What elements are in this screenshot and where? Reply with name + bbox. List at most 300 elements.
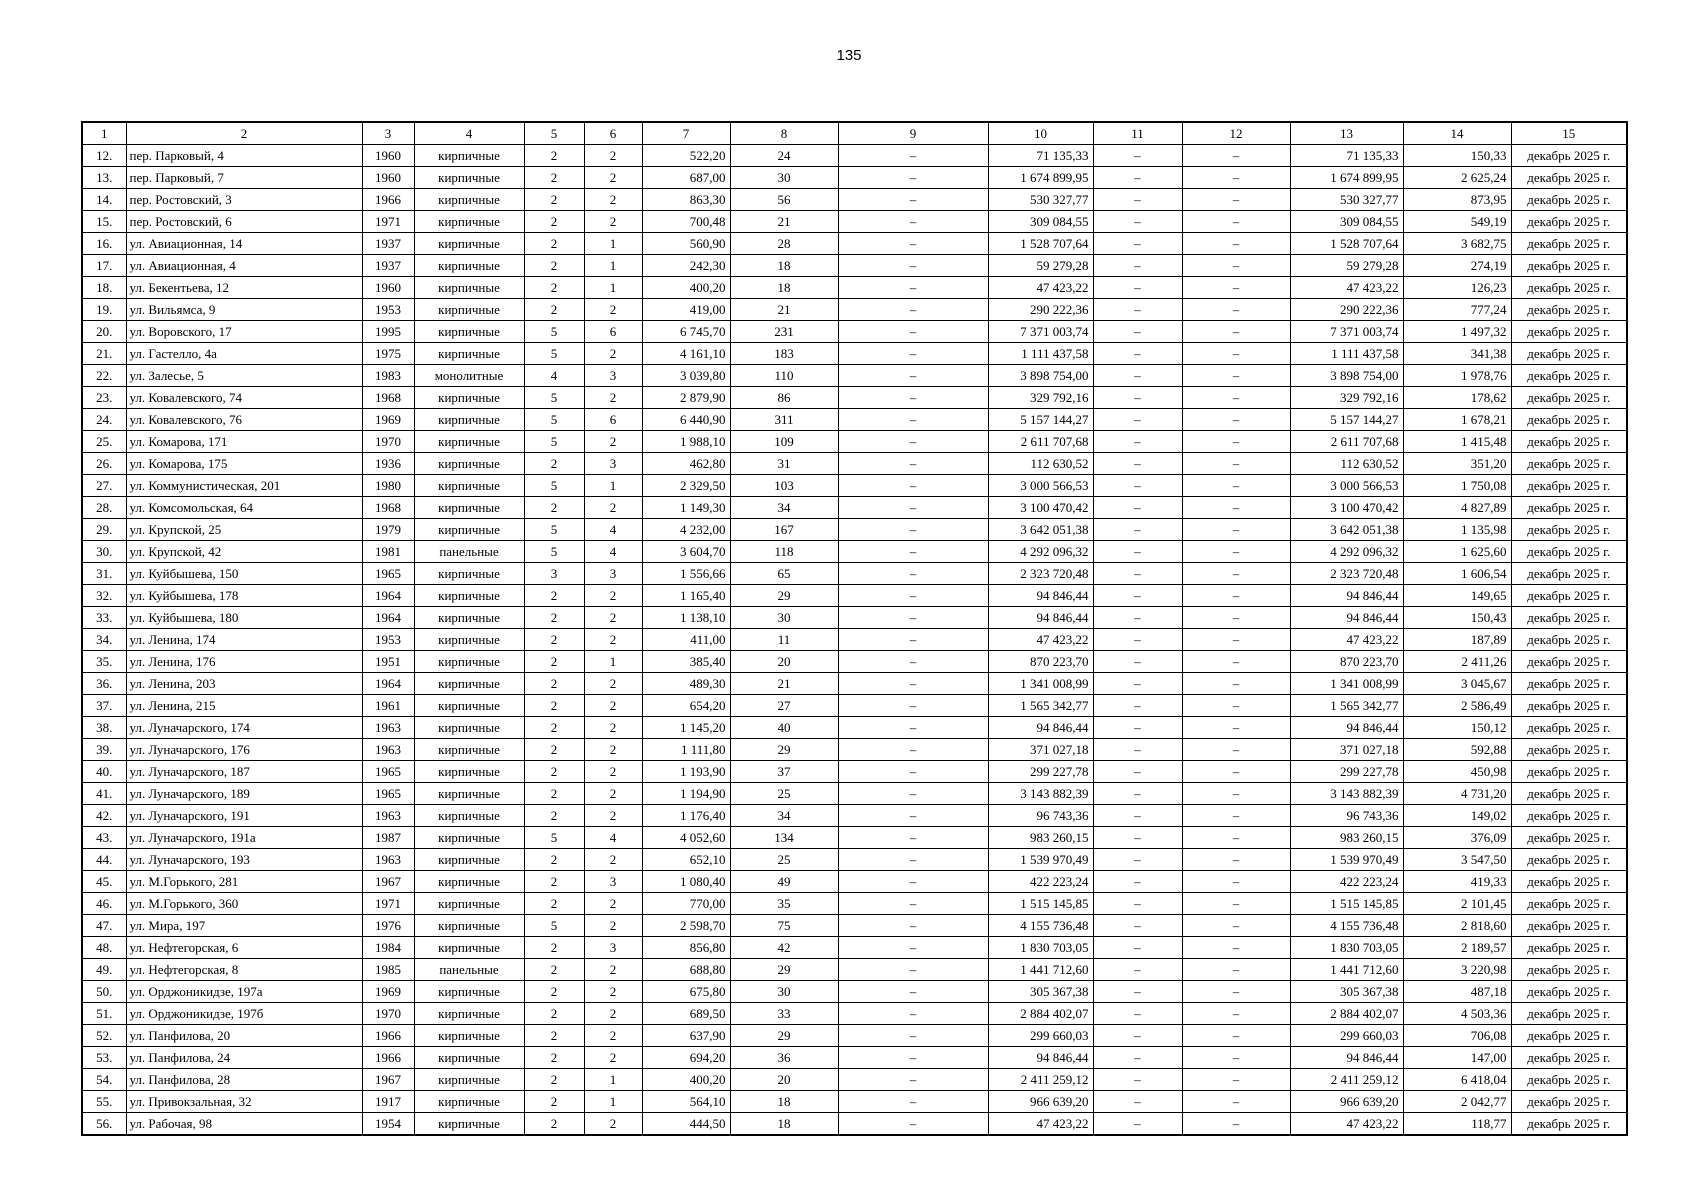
table-cell-col-5: 2	[524, 497, 584, 519]
table-row	[82, 563, 1627, 585]
table-row	[82, 321, 1627, 343]
table-cell-col-13: 1 111 437,58	[1290, 343, 1403, 365]
table-cell-col-10: 329 792,16	[988, 387, 1093, 409]
table-cell-col-5: 4	[524, 365, 584, 387]
table-cell-col-13: 305 367,38	[1290, 981, 1403, 1003]
table-cell-col-1: 51.	[82, 1003, 126, 1025]
table-cell-col-13: 94 846,44	[1290, 607, 1403, 629]
table-cell-col-5: 5	[524, 541, 584, 563]
table-cell-col-4: кирпичные	[414, 673, 524, 695]
table-cell-col-14: 1 415,48	[1403, 431, 1511, 453]
table-cell-col-8: 30	[730, 981, 838, 1003]
column-header-11: 11	[1093, 122, 1182, 145]
table-cell-col-3: 1963	[362, 717, 414, 739]
table-cell-col-11: –	[1093, 805, 1182, 827]
table-row	[82, 827, 1627, 849]
table-cell-col-15: декабрь 2025 г.	[1511, 827, 1627, 849]
table-row	[82, 629, 1627, 651]
table-cell-col-12: –	[1182, 629, 1290, 651]
table-cell-col-9: –	[838, 915, 988, 937]
table-cell-col-14: 2 101,45	[1403, 893, 1511, 915]
table-cell-col-9: –	[838, 695, 988, 717]
table-cell-col-14: 2 625,24	[1403, 167, 1511, 189]
table-cell-col-6: 3	[584, 365, 642, 387]
table-cell-col-4: кирпичные	[414, 1091, 524, 1113]
table-cell-col-4: кирпичные	[414, 409, 524, 431]
table-cell-col-13: 4 155 736,48	[1290, 915, 1403, 937]
table-cell-col-3: 1987	[362, 827, 414, 849]
table-cell-col-11: –	[1093, 475, 1182, 497]
table-cell-col-1: 25.	[82, 431, 126, 453]
table-cell-col-6: 2	[584, 497, 642, 519]
table-row	[82, 651, 1627, 673]
table-cell-col-2: ул. Авиационная, 14	[126, 233, 362, 255]
table-cell-col-5: 2	[524, 783, 584, 805]
table-cell-col-9: –	[838, 607, 988, 629]
table-cell-col-4: кирпичные	[414, 739, 524, 761]
table-row	[82, 189, 1627, 211]
table-cell-col-14: 2 042,77	[1403, 1091, 1511, 1113]
table-cell-col-8: 56	[730, 189, 838, 211]
table-cell-col-11: –	[1093, 1025, 1182, 1047]
table-cell-col-14: 419,33	[1403, 871, 1511, 893]
table-cell-col-8: 11	[730, 629, 838, 651]
table-cell-col-12: –	[1182, 409, 1290, 431]
table-cell-col-6: 2	[584, 629, 642, 651]
table-cell-col-14: 178,62	[1403, 387, 1511, 409]
table-cell-col-6: 1	[584, 233, 642, 255]
table-cell-col-10: 1 515 145,85	[988, 893, 1093, 915]
table-cell-col-5: 2	[524, 1113, 584, 1136]
table-cell-col-4: панельные	[414, 541, 524, 563]
table-cell-col-7: 1 556,66	[642, 563, 730, 585]
table-cell-col-6: 1	[584, 1069, 642, 1091]
table-cell-col-9: –	[838, 739, 988, 761]
table-row	[82, 981, 1627, 1003]
table-cell-col-1: 23.	[82, 387, 126, 409]
table-cell-col-11: –	[1093, 387, 1182, 409]
table-cell-col-5: 2	[524, 893, 584, 915]
table-cell-col-15: декабрь 2025 г.	[1511, 145, 1627, 167]
table-cell-col-6: 2	[584, 167, 642, 189]
table-cell-col-2: ул. Луначарского, 176	[126, 739, 362, 761]
table-cell-col-2: ул. Луначарского, 174	[126, 717, 362, 739]
table-cell-col-13: 3 100 470,42	[1290, 497, 1403, 519]
table-cell-col-15: декабрь 2025 г.	[1511, 1025, 1627, 1047]
table-cell-col-8: 35	[730, 893, 838, 915]
table-cell-col-14: 351,20	[1403, 453, 1511, 475]
table-cell-col-12: –	[1182, 805, 1290, 827]
table-cell-col-13: 3 000 566,53	[1290, 475, 1403, 497]
table-cell-col-8: 103	[730, 475, 838, 497]
table-cell-col-2: ул. Рабочая, 98	[126, 1113, 362, 1136]
table-row	[82, 805, 1627, 827]
table-cell-col-5: 2	[524, 717, 584, 739]
table-cell-col-3: 1960	[362, 277, 414, 299]
table-cell-col-1: 22.	[82, 365, 126, 387]
table-cell-col-9: –	[838, 959, 988, 981]
table-cell-col-5: 2	[524, 871, 584, 893]
table-cell-col-1: 33.	[82, 607, 126, 629]
table-cell-col-6: 6	[584, 409, 642, 431]
table-cell-col-6: 1	[584, 475, 642, 497]
table-cell-col-9: –	[838, 1047, 988, 1069]
table-cell-col-4: кирпичные	[414, 827, 524, 849]
table-cell-col-11: –	[1093, 255, 1182, 277]
table-cell-col-10: 290 222,36	[988, 299, 1093, 321]
table-cell-col-11: –	[1093, 959, 1182, 981]
table-cell-col-4: кирпичные	[414, 277, 524, 299]
table-cell-col-3: 1980	[362, 475, 414, 497]
table-row	[82, 1069, 1627, 1091]
table-cell-col-1: 53.	[82, 1047, 126, 1069]
table-cell-col-6: 4	[584, 519, 642, 541]
table-cell-col-13: 299 660,03	[1290, 1025, 1403, 1047]
table-cell-col-11: –	[1093, 783, 1182, 805]
table-body	[82, 145, 1627, 1136]
table-cell-col-10: 371 027,18	[988, 739, 1093, 761]
table-cell-col-14: 487,18	[1403, 981, 1511, 1003]
table-cell-col-9: –	[838, 827, 988, 849]
table-cell-col-2: ул. Куйбышева, 150	[126, 563, 362, 585]
table-row	[82, 915, 1627, 937]
table-cell-col-2: ул. Панфилова, 28	[126, 1069, 362, 1091]
table-cell-col-5: 5	[524, 321, 584, 343]
table-cell-col-15: декабрь 2025 г.	[1511, 893, 1627, 915]
table-cell-col-9: –	[838, 277, 988, 299]
table-cell-col-8: 30	[730, 607, 838, 629]
table-cell-col-12: –	[1182, 167, 1290, 189]
table-cell-col-14: 149,02	[1403, 805, 1511, 827]
table-cell-col-3: 1965	[362, 761, 414, 783]
table-cell-col-15: декабрь 2025 г.	[1511, 651, 1627, 673]
table-cell-col-13: 983 260,15	[1290, 827, 1403, 849]
table-cell-col-11: –	[1093, 673, 1182, 695]
table-cell-col-1: 12.	[82, 145, 126, 167]
table-cell-col-14: 150,43	[1403, 607, 1511, 629]
table-cell-col-8: 75	[730, 915, 838, 937]
table-cell-col-15: декабрь 2025 г.	[1511, 167, 1627, 189]
table-row	[82, 1003, 1627, 1025]
table-cell-col-4: кирпичные	[414, 607, 524, 629]
table-cell-col-4: кирпичные	[414, 585, 524, 607]
table-cell-col-6: 2	[584, 915, 642, 937]
table-cell-col-6: 2	[584, 783, 642, 805]
table-cell-col-3: 1964	[362, 673, 414, 695]
column-header-7: 7	[642, 122, 730, 145]
column-header-15: 15	[1511, 122, 1627, 145]
table-cell-col-2: ул. Куйбышева, 180	[126, 607, 362, 629]
table-cell-col-5: 2	[524, 849, 584, 871]
table-cell-col-2: ул. Крупской, 42	[126, 541, 362, 563]
table-cell-col-2: ул. Куйбышева, 178	[126, 585, 362, 607]
table-cell-col-8: 40	[730, 717, 838, 739]
table-cell-col-9: –	[838, 981, 988, 1003]
table-cell-col-11: –	[1093, 1047, 1182, 1069]
table-cell-col-2: пер. Парковый, 4	[126, 145, 362, 167]
table-cell-col-4: кирпичные	[414, 937, 524, 959]
table-cell-col-13: 2 611 707,68	[1290, 431, 1403, 453]
table-cell-col-4: кирпичные	[414, 387, 524, 409]
table-cell-col-15: декабрь 2025 г.	[1511, 299, 1627, 321]
table-cell-col-12: –	[1182, 255, 1290, 277]
table-row	[82, 409, 1627, 431]
table-cell-col-9: –	[838, 475, 988, 497]
table-cell-col-1: 38.	[82, 717, 126, 739]
table-cell-col-3: 1967	[362, 1069, 414, 1091]
table-cell-col-4: кирпичные	[414, 255, 524, 277]
table-cell-col-2: ул. Комсомольская, 64	[126, 497, 362, 519]
table-cell-col-14: 592,88	[1403, 739, 1511, 761]
table-cell-col-9: –	[838, 343, 988, 365]
table-cell-col-1: 32.	[82, 585, 126, 607]
table-row	[82, 695, 1627, 717]
table-cell-col-2: ул. Гастелло, 4а	[126, 343, 362, 365]
table-cell-col-3: 1971	[362, 893, 414, 915]
table-cell-col-3: 1965	[362, 783, 414, 805]
table-cell-col-12: –	[1182, 937, 1290, 959]
table-cell-col-10: 2 611 707,68	[988, 431, 1093, 453]
table-cell-col-15: декабрь 2025 г.	[1511, 783, 1627, 805]
table-row	[82, 717, 1627, 739]
table-cell-col-14: 3 547,50	[1403, 849, 1511, 871]
table-cell-col-1: 55.	[82, 1091, 126, 1113]
table-cell-col-13: 1 539 970,49	[1290, 849, 1403, 871]
table-cell-col-7: 400,20	[642, 1069, 730, 1091]
table-cell-col-4: кирпичные	[414, 783, 524, 805]
table-cell-col-14: 1 625,60	[1403, 541, 1511, 563]
table-cell-col-12: –	[1182, 299, 1290, 321]
table-cell-col-13: 371 027,18	[1290, 739, 1403, 761]
table-cell-col-13: 1 441 712,60	[1290, 959, 1403, 981]
table-row	[82, 475, 1627, 497]
table-cell-col-9: –	[838, 1069, 988, 1091]
table-cell-col-2: ул. Нефтегорская, 8	[126, 959, 362, 981]
table-cell-col-13: 1 528 707,64	[1290, 233, 1403, 255]
table-cell-col-3: 1964	[362, 585, 414, 607]
table-cell-col-10: 299 660,03	[988, 1025, 1093, 1047]
table-cell-col-4: кирпичные	[414, 519, 524, 541]
table-cell-col-7: 400,20	[642, 277, 730, 299]
table-cell-col-8: 21	[730, 673, 838, 695]
table-cell-col-7: 1 111,80	[642, 739, 730, 761]
table-cell-col-6: 2	[584, 1047, 642, 1069]
table-cell-col-10: 3 000 566,53	[988, 475, 1093, 497]
table-cell-col-3: 1971	[362, 211, 414, 233]
table-cell-col-2: ул. Панфилова, 20	[126, 1025, 362, 1047]
table-cell-col-9: –	[838, 783, 988, 805]
table-cell-col-7: 242,30	[642, 255, 730, 277]
table-cell-col-8: 27	[730, 695, 838, 717]
table-cell-col-3: 1937	[362, 255, 414, 277]
table-cell-col-9: –	[838, 167, 988, 189]
table-cell-col-12: –	[1182, 673, 1290, 695]
table-cell-col-9: –	[838, 431, 988, 453]
table-cell-col-12: –	[1182, 717, 1290, 739]
table-cell-col-15: декабрь 2025 г.	[1511, 387, 1627, 409]
table-cell-col-3: 1917	[362, 1091, 414, 1113]
table-cell-col-11: –	[1093, 321, 1182, 343]
table-row	[82, 365, 1627, 387]
table-cell-col-11: –	[1093, 277, 1182, 299]
table-cell-col-12: –	[1182, 541, 1290, 563]
table-cell-col-2: ул. Луначарского, 187	[126, 761, 362, 783]
table-cell-col-6: 2	[584, 145, 642, 167]
table-cell-col-15: декабрь 2025 г.	[1511, 277, 1627, 299]
table-cell-col-11: –	[1093, 585, 1182, 607]
table-cell-col-9: –	[838, 519, 988, 541]
table-cell-col-9: –	[838, 1025, 988, 1047]
table-row	[82, 937, 1627, 959]
column-header-13: 13	[1290, 122, 1403, 145]
table-cell-col-4: кирпичные	[414, 805, 524, 827]
table-cell-col-6: 2	[584, 1113, 642, 1136]
table-cell-col-2: ул. Луначарского, 191а	[126, 827, 362, 849]
table-cell-col-6: 6	[584, 321, 642, 343]
table-cell-col-7: 856,80	[642, 937, 730, 959]
table-cell-col-3: 1964	[362, 607, 414, 629]
table-cell-col-3: 1976	[362, 915, 414, 937]
table-cell-col-14: 1 678,21	[1403, 409, 1511, 431]
table-cell-col-10: 1 341 008,99	[988, 673, 1093, 695]
table-cell-col-5: 2	[524, 937, 584, 959]
table-cell-col-11: –	[1093, 1069, 1182, 1091]
table-cell-col-3: 1967	[362, 871, 414, 893]
column-header-12: 12	[1182, 122, 1290, 145]
table-cell-col-8: 25	[730, 849, 838, 871]
table-cell-col-3: 1981	[362, 541, 414, 563]
table-cell-col-13: 94 846,44	[1290, 585, 1403, 607]
table-cell-col-8: 29	[730, 739, 838, 761]
table-cell-col-1: 45.	[82, 871, 126, 893]
table-cell-col-14: 1 606,54	[1403, 563, 1511, 585]
table-cell-col-7: 6 440,90	[642, 409, 730, 431]
table-cell-col-9: –	[838, 849, 988, 871]
table-cell-col-11: –	[1093, 695, 1182, 717]
table-cell-col-2: пер. Ростовский, 3	[126, 189, 362, 211]
table-cell-col-6: 2	[584, 739, 642, 761]
table-cell-col-1: 36.	[82, 673, 126, 695]
table-cell-col-12: –	[1182, 783, 1290, 805]
table-cell-col-2: ул. Ковалевского, 76	[126, 409, 362, 431]
table-cell-col-6: 2	[584, 805, 642, 827]
table-cell-col-2: ул. Ленина, 203	[126, 673, 362, 695]
table-cell-col-4: кирпичные	[414, 651, 524, 673]
table-row	[82, 387, 1627, 409]
table-cell-col-15: декабрь 2025 г.	[1511, 915, 1627, 937]
table-cell-col-15: декабрь 2025 г.	[1511, 453, 1627, 475]
column-header-9: 9	[838, 122, 988, 145]
table-row	[82, 761, 1627, 783]
table-cell-col-3: 1970	[362, 431, 414, 453]
table-cell-col-7: 687,00	[642, 167, 730, 189]
table-cell-col-12: –	[1182, 915, 1290, 937]
table-cell-col-7: 1 176,40	[642, 805, 730, 827]
table-cell-col-11: –	[1093, 343, 1182, 365]
table-cell-col-13: 2 884 402,07	[1290, 1003, 1403, 1025]
table-cell-col-3: 1975	[362, 343, 414, 365]
table-cell-col-6: 3	[584, 937, 642, 959]
table-cell-col-14: 3 045,67	[1403, 673, 1511, 695]
table-cell-col-14: 2 586,49	[1403, 695, 1511, 717]
table-cell-col-10: 1 528 707,64	[988, 233, 1093, 255]
table-cell-col-12: –	[1182, 519, 1290, 541]
table-cell-col-10: 47 423,22	[988, 1113, 1093, 1136]
table-cell-col-2: пер. Ростовский, 6	[126, 211, 362, 233]
table-cell-col-11: –	[1093, 365, 1182, 387]
table-cell-col-13: 7 371 003,74	[1290, 321, 1403, 343]
table-cell-col-7: 462,80	[642, 453, 730, 475]
table-cell-col-6: 1	[584, 277, 642, 299]
table-cell-col-8: 231	[730, 321, 838, 343]
column-header-14: 14	[1403, 122, 1511, 145]
table-cell-col-12: –	[1182, 1113, 1290, 1136]
table-cell-col-14: 777,24	[1403, 299, 1511, 321]
table-cell-col-13: 422 223,24	[1290, 871, 1403, 893]
table-cell-col-1: 35.	[82, 651, 126, 673]
table-cell-col-9: –	[838, 717, 988, 739]
table-cell-col-15: декабрь 2025 г.	[1511, 959, 1627, 981]
table-cell-col-10: 1 830 703,05	[988, 937, 1093, 959]
table-cell-col-12: –	[1182, 585, 1290, 607]
table-row	[82, 1113, 1627, 1136]
table-cell-col-12: –	[1182, 145, 1290, 167]
table-cell-col-12: –	[1182, 1025, 1290, 1047]
table-cell-col-9: –	[838, 365, 988, 387]
table-cell-col-8: 311	[730, 409, 838, 431]
table-cell-col-5: 2	[524, 167, 584, 189]
table-cell-col-15: декабрь 2025 г.	[1511, 607, 1627, 629]
table-cell-col-14: 149,65	[1403, 585, 1511, 607]
table-cell-col-6: 3	[584, 453, 642, 475]
table-cell-col-14: 3 220,98	[1403, 959, 1511, 981]
table-cell-col-3: 1951	[362, 651, 414, 673]
table-cell-col-9: –	[838, 937, 988, 959]
table-cell-col-5: 5	[524, 343, 584, 365]
table-cell-col-15: декабрь 2025 г.	[1511, 1003, 1627, 1025]
column-number-row	[82, 122, 1627, 145]
table-cell-col-4: кирпичные	[414, 233, 524, 255]
table-cell-col-11: –	[1093, 431, 1182, 453]
table-cell-col-9: –	[838, 299, 988, 321]
table-cell-col-3: 1968	[362, 387, 414, 409]
table-cell-col-15: декабрь 2025 г.	[1511, 739, 1627, 761]
table-cell-col-15: декабрь 2025 г.	[1511, 497, 1627, 519]
table-cell-col-8: 65	[730, 563, 838, 585]
table-cell-col-5: 2	[524, 453, 584, 475]
table-cell-col-11: –	[1093, 189, 1182, 211]
table-cell-col-5: 2	[524, 277, 584, 299]
table-cell-col-14: 274,19	[1403, 255, 1511, 277]
table-cell-col-5: 5	[524, 475, 584, 497]
table-cell-col-1: 49.	[82, 959, 126, 981]
table-cell-col-14: 2 411,26	[1403, 651, 1511, 673]
table-row	[82, 541, 1627, 563]
table-cell-col-12: –	[1182, 1069, 1290, 1091]
table-cell-col-13: 3 642 051,38	[1290, 519, 1403, 541]
table-cell-col-8: 20	[730, 1069, 838, 1091]
table-cell-col-5: 2	[524, 233, 584, 255]
table-cell-col-13: 530 327,77	[1290, 189, 1403, 211]
table-cell-col-4: кирпичные	[414, 299, 524, 321]
table-cell-col-3: 1965	[362, 563, 414, 585]
table-cell-col-12: –	[1182, 761, 1290, 783]
table-cell-col-9: –	[838, 761, 988, 783]
table-cell-col-3: 1960	[362, 167, 414, 189]
table-cell-col-8: 34	[730, 497, 838, 519]
table-row	[82, 453, 1627, 475]
table-cell-col-4: кирпичные	[414, 849, 524, 871]
